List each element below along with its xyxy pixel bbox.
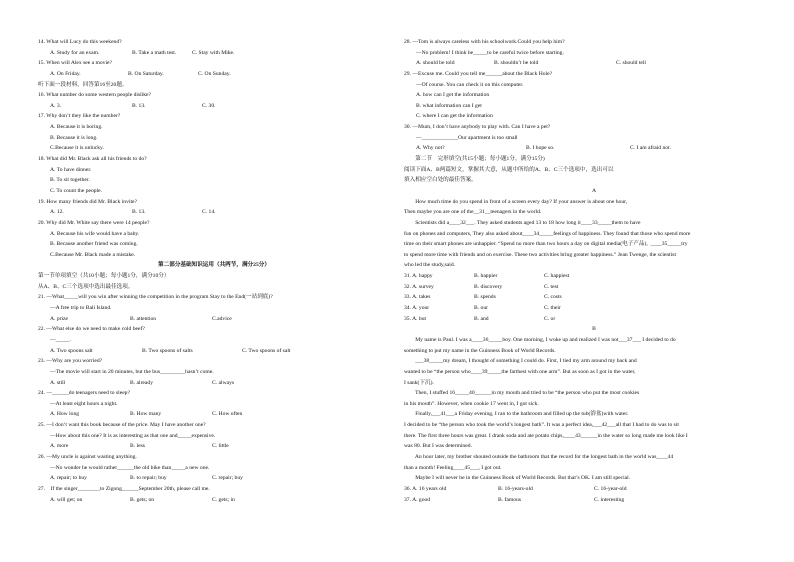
text-line: C. To count the people. <box>50 187 103 194</box>
option-text: 33. A. takes <box>404 294 431 301</box>
text-line: 听下面一段材料，回答第16至20题。 <box>38 81 128 88</box>
text-line: Finally,___41___a Friday evening, I ran to the bathroom and filled up the tub(浴盆)with water. <box>404 411 629 418</box>
answer-options <box>404 484 784 495</box>
option-text: A. How long <box>50 411 80 418</box>
text-line: 阅读下面A、B两篇短文，掌握其大意，从题中所给的A、B、C三个选项中，选出可以 <box>404 166 614 173</box>
option-text: B. On Saturday. <box>128 70 164 77</box>
answer-options <box>404 271 784 282</box>
option-text: A. On Friday. <box>50 70 81 77</box>
option-text: A. more <box>50 443 69 450</box>
answer-options <box>404 292 784 303</box>
text-line: 30. —Mum, I don’t have anybody to play with. Can I have a pet? <box>404 124 551 131</box>
text-line: 23. —Why are you worried? <box>38 358 103 365</box>
text-line: B. Because it is long. <box>50 134 98 141</box>
answer-options <box>38 441 390 452</box>
text-line: How much time do you spend in front of a screen every day? If your answer is about one hour, <box>404 198 628 205</box>
option-text: C. repair; buy <box>212 475 243 482</box>
option-text: B. How many <box>130 411 162 418</box>
right-column <box>404 37 784 505</box>
text-line: 27. If the singer________to Zigong______September 20th, please call me. <box>38 485 210 492</box>
text-line: —Of course. You can check it on this computer. <box>416 81 524 88</box>
text-line: wanted to be “the person who____39_____the farthest with one arm”. But as soon as I got in the water, <box>404 368 636 375</box>
option-text: C. 30. <box>202 102 216 109</box>
text-line: 第二节 完形填空(共15小题；每小题1分，满分15分) <box>404 156 545 163</box>
text-line: C.Because Mr. Black made a mistake. <box>50 251 136 258</box>
option-text: A. Two spoons salt <box>50 347 93 354</box>
text-line: there. The first three hours was great. I drank soda and ate potato chips,____43______in the water so long made me look like I <box>404 432 688 439</box>
option-text: 35. A. but <box>404 315 427 322</box>
left-column <box>38 37 390 505</box>
option-text: B. less <box>130 443 145 450</box>
text-line: 填入相应空白处的最佳答案。 <box>404 177 477 184</box>
answer-options <box>404 282 784 293</box>
text-line: B. what information can I get <box>416 102 482 109</box>
option-text: B. 16-years-old <box>498 485 533 492</box>
text-line: A. Because it is boring. <box>50 124 103 131</box>
option-text: 31. A. happy <box>404 273 433 280</box>
text-line: —How about this one? It is as interesting as that one and_____expensive. <box>50 432 216 439</box>
text-line: fun on phones and computers, They also asked about____34_____feelings of happiness. They found that those who spend more <box>404 230 691 237</box>
answer-options <box>404 58 784 69</box>
option-text: B. Take a math test. <box>132 49 177 56</box>
answer-options <box>404 314 784 325</box>
option-text: B. discovery <box>474 283 503 290</box>
option-text: C. 16-year-old <box>594 485 627 492</box>
answer-options <box>404 143 784 154</box>
text-line: Then, I stuffed 16_____40______in my mouth and tried to be “the person who put the most cookies <box>404 390 640 397</box>
text-line: 29. —Excuse me. Could you tell me______about the Black Hole? <box>404 70 553 77</box>
text-line: 21. —What_____will you win after winning the competition in the program Stay to the End(一站到底)? <box>38 294 273 301</box>
option-text: 36. A. 16 years old <box>404 485 447 492</box>
option-text: B. already <box>130 379 153 386</box>
text-line: who led the study,said. <box>404 262 456 269</box>
text-line: —The movie will start in 20 minutes, but the bus_________hasn’t come. <box>50 368 214 375</box>
option-text: A. repair; to buy <box>50 475 87 482</box>
answer-options <box>38 207 390 218</box>
text-line: —_____________Our apartment is too small <box>416 134 518 141</box>
text-line: —No wonder he would rather______the old bike than_____a new one. <box>50 464 210 471</box>
answer-options <box>38 495 390 506</box>
option-text: B. famous <box>498 496 521 503</box>
passage-label: A <box>591 187 597 194</box>
answer-options <box>38 473 390 484</box>
text-line: 22. —What else do we need to make cold beef? <box>38 326 145 333</box>
text-line: A. Because his wife would have a baby. <box>50 230 140 237</box>
option-text: C. little <box>212 443 229 450</box>
text-line: time on their smart phones are unhappier. “Spend no more than two hours a day on digital media(电子产品), ____35_____try <box>404 241 688 248</box>
option-text: C. interesting <box>594 496 625 503</box>
text-line: —At least eight hours a night. <box>50 400 118 407</box>
text-line: 20. Why did Mr. White say there were 14 people? <box>38 219 150 226</box>
option-text: C. On Sunday. <box>198 70 231 77</box>
option-text: C. 14. <box>202 209 216 216</box>
text-line: Scientists did a____32___. They asked students aged 13 to 18 how long it____33_____them to have <box>404 219 641 226</box>
option-text: B. and <box>474 315 489 322</box>
option-text: A. should be told <box>416 60 455 67</box>
text-line: 28. —Tom is always careless with his schoolwork.Could you help him? <box>404 39 565 45</box>
text-line: C.Because it is unlucky. <box>50 145 104 152</box>
text-line: 17. Why don’t they like the number? <box>38 113 121 120</box>
answer-options <box>404 303 784 314</box>
section-heading: 第二部分基础知识运用（共两节，满分25分） <box>158 262 270 269</box>
answer-options <box>38 409 390 420</box>
option-text: B. attention <box>130 315 157 322</box>
option-text: B. spends <box>474 294 496 301</box>
option-text: C. costs <box>544 294 562 301</box>
option-text: B. 13. <box>132 209 146 216</box>
text-line: 15. When will Alex see a movie? <box>38 60 112 67</box>
option-text: C. or <box>544 315 556 322</box>
answer-options <box>38 69 390 80</box>
text-line: I sank(下沉). <box>404 379 434 386</box>
option-text: B. gets; on <box>130 496 155 503</box>
answer-options <box>38 101 390 112</box>
option-text: 34. A. your <box>404 305 430 312</box>
option-text: C. test <box>544 283 559 290</box>
text-line: —A free trip to Bali Island. <box>50 305 112 312</box>
option-text: A. 3. <box>50 102 62 109</box>
option-text: B. to repair; buy <box>130 475 167 482</box>
passage-label: B <box>592 326 596 333</box>
text-line: 19. How many friends did Mr. Black invite? <box>38 198 137 205</box>
text-line: B. To sit together. <box>50 177 90 184</box>
option-text: C. Two spoons of salt <box>242 347 291 354</box>
option-text: A. will get; on <box>50 496 83 503</box>
text-line: 16. What number do some western people dislike? <box>38 92 151 99</box>
text-line: C. where I can get the information <box>416 113 493 120</box>
option-text: C. should tell <box>616 60 646 67</box>
option-text: A. Study for an exam. <box>50 49 100 56</box>
text-line: 14. What will Lucy do this weekend? <box>38 39 122 45</box>
text-line: 26. —My uncle is against wasting anything. <box>38 453 137 460</box>
text-line: to spend more time with friends and on exercise. These two activities bring greater happiness.” Jean Twenge, the scientist <box>404 251 677 258</box>
text-line: was 80. But I was determined. <box>404 443 472 450</box>
answer-options <box>38 314 390 325</box>
option-text: B. 13. <box>132 102 146 109</box>
option-text: 32. A. survey <box>404 283 434 290</box>
text-line: Then maybe you are one of the__31__teenagers in the world. <box>404 209 542 216</box>
text-line: A. how can I get the information <box>416 92 490 99</box>
option-text: B. I hope so. <box>526 145 555 152</box>
option-text: C. I am afraid not. <box>630 145 672 152</box>
option-text: B. Two spoons of salts <box>142 347 193 354</box>
option-text: B. our <box>474 305 488 312</box>
text-line: An hour later, my brother shouted outside the bathroom that the record for the longest bath in the world was____44 <box>404 453 674 460</box>
option-text: B. happier <box>474 273 498 280</box>
text-line: Maybe I will never be in the Guinness Book of World Records. But that’s OK. I am still special. <box>404 475 631 482</box>
text-line: A. To have dinner. <box>50 166 92 173</box>
text-line: in his mouth”. However, when cookie 17 went in, I got sick. <box>404 400 539 407</box>
option-text: B. shouldn’t be told <box>494 60 539 67</box>
option-text: A. still <box>50 379 66 386</box>
answer-options <box>38 378 390 389</box>
option-text: C. happiest <box>544 273 570 280</box>
option-text: C. Stay with Mike. <box>192 49 235 56</box>
text-line: I decided to be “the person who took the world’s longest bath”. It was a perfect idea,___42___all that I had to do was to sit <box>404 422 679 429</box>
text-line: ___38_____my dream, I thought of something I could do. First, I tied my arm around my back and <box>404 358 637 365</box>
text-line: —_____. <box>50 336 71 343</box>
text-line: My name is Paul. I was a____36_____boy. One morning, I woke up and realized I was not___37___ I decided to do <box>404 336 676 343</box>
option-text: A. Why not? <box>416 145 445 152</box>
answer-options <box>38 346 390 357</box>
option-text: A. prize <box>50 315 69 322</box>
text-line: 第一节单项填空（共10小题；每小题1分，满分10分） <box>38 273 170 280</box>
option-text: C. How often <box>212 411 243 418</box>
option-text: C. always <box>212 379 235 386</box>
option-text: C. their <box>544 305 561 312</box>
text-line: 18. What did Mr. Black ask all his friends to do? <box>38 156 147 163</box>
text-line: B. Because another friend was coming. <box>50 241 138 248</box>
text-line: 24. —______do teenagers need to sleep? <box>38 390 130 397</box>
option-text: C.advice <box>212 315 232 322</box>
option-text: A. 12. <box>50 209 64 216</box>
text-line: 从A、B、C三个选项中选出最佳选项。 <box>38 283 134 290</box>
answer-options <box>38 48 390 59</box>
text-line: than a month! Feeling____45___, I got out. <box>404 464 502 471</box>
text-line: something to put my name in the Guinness Book of World Records. <box>404 347 556 354</box>
text-line: —No problem! I think he_____to be careful twice before starting. <box>416 49 564 56</box>
answer-options <box>404 495 784 506</box>
option-text: 37. A. good <box>404 496 431 503</box>
option-text: C. gets; in <box>212 496 235 503</box>
text-line: 25. —I don’t want this book because of the price. May I have another one? <box>38 422 206 429</box>
